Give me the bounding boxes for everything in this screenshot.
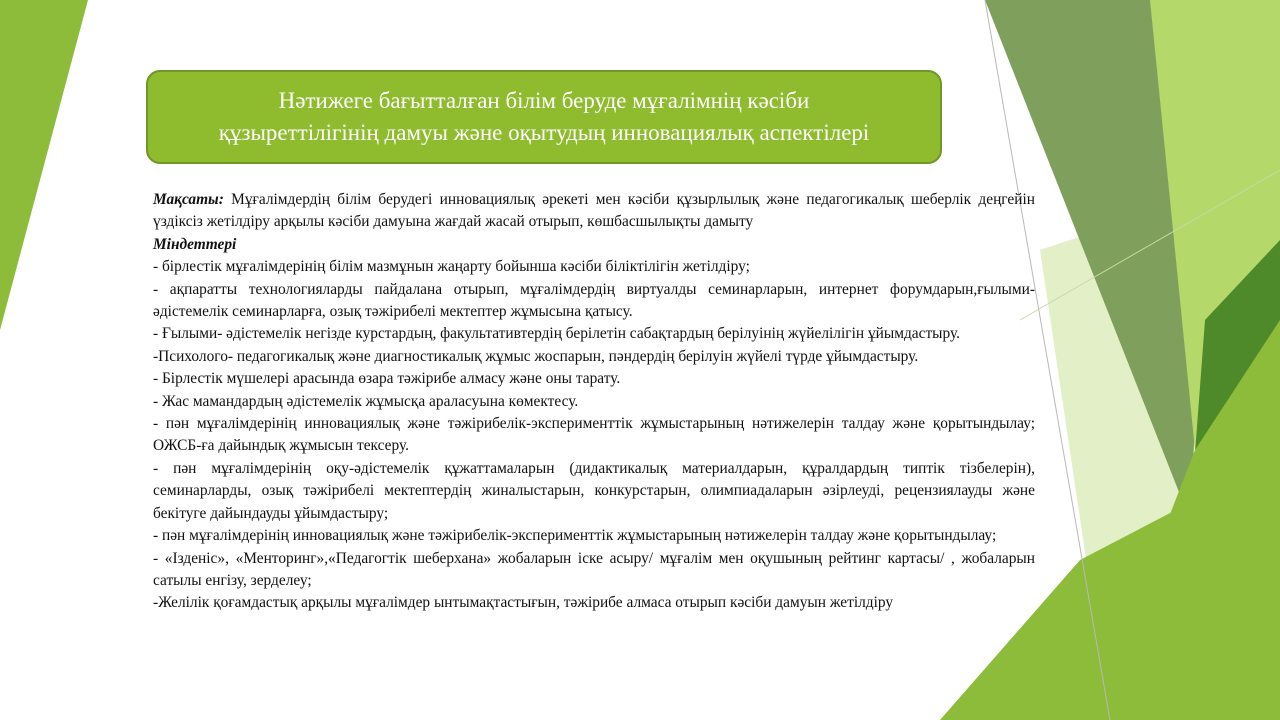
task-item: - пән мұғалімдерінің инновациялық және тәжірибелік-эксперименттік жұмыстарының нәтижелерін талдау және қорытындылау; ОЖСБ-ға дайындық жұмысын тексеру. [153, 415, 1035, 455]
task-item: - бірлестік мұғалімдерінің білім мазмұнын жаңарту бойынша кәсіби біліктілігін жетілдіру; [153, 258, 750, 276]
task-item: - Ғылыми- әдістемелік негізде курстардың, факультативтердің берілетін сабақтардың берілуінің жүйелілігін ұйымдастыру. [153, 325, 961, 343]
task-item: - Жас мамандардың әдістемелік жұмысқа араласуына көмектесу. [153, 392, 579, 410]
task-item: - пән мұғалімдерінің инновациялық және тәжірибелік-эксперименттік жұмыстарының нәтижелерін талдау және қорытындылау; [153, 527, 997, 545]
task-item: - ақпаратты технологияларды пайдалана отырып, мұғалімдердің виртуалды семинарларын, интернет форумдарын,ғылыми- әдістемелік семинарларға, озық тәжірибелі мектептер жұмысына қатысу. [153, 280, 1035, 321]
slide-title [146, 70, 942, 164]
slide-title-line-2: құзыреттілігінің дамуы және оқытудың инновациялық аспектілері [218, 120, 870, 145]
slide-body [153, 189, 1035, 615]
task-item: - «Ізденіс», «Менторинг»,«Педагогтік шеберхана» жобаларын іске асыру/ мұғалім мен оқушының рейтинг картасы/ , жобаларын сатылы енгізу, зерделеу; [153, 549, 1035, 589]
left-green-triangle [0, 0, 88, 330]
goal-label: Мақсаты: [153, 191, 224, 208]
task-item: - пән мұғалімдерінің оқу-әдістемелік құжаттамаларын (дидактикалық материалдарын, құралдардың типтік тізбелерін), семинарларды, озық тәжірибелі мектептердің жиналыстарын, конкурстарын, олимпиадаларын әзірлеуді, рецензиялауды және бекітуге дайындауды ұйымдастыру; [153, 459, 1035, 522]
goal-paragraph [153, 189, 1035, 234]
goal-text: Мұғалімдердің білім берудегі инновациялық әрекеті мен кәсіби құзырлылық және педагогикалық шеберлік деңгейін үздіксіз жетілдіру арқылы кәсіби дамуына жағдай жасай отырып, көшбасшылықты дамыту [153, 191, 1035, 231]
tasks-label: Міндеттері [153, 235, 237, 253]
task-item: -Психолого- педагогикалық және диагностикалық жұмыс жоспарын, пәндердің берілуін жүйелі түрде ұйымдастыру. [153, 347, 919, 365]
task-item: - Бірлестік мүшелері арасында өзара тәжірибе алмасу және оны тарату. [153, 370, 621, 388]
slide-title-line-1: Нәтижеге бағытталған білім беруде мұғалімнің кәсіби [278, 88, 810, 113]
task-item: -Желілік қоғамдастық арқылы мұғалімдер ынтымақтастығын, тәжірибе алмаса отырып кәсіби дамуын жетілдіру [153, 594, 894, 612]
